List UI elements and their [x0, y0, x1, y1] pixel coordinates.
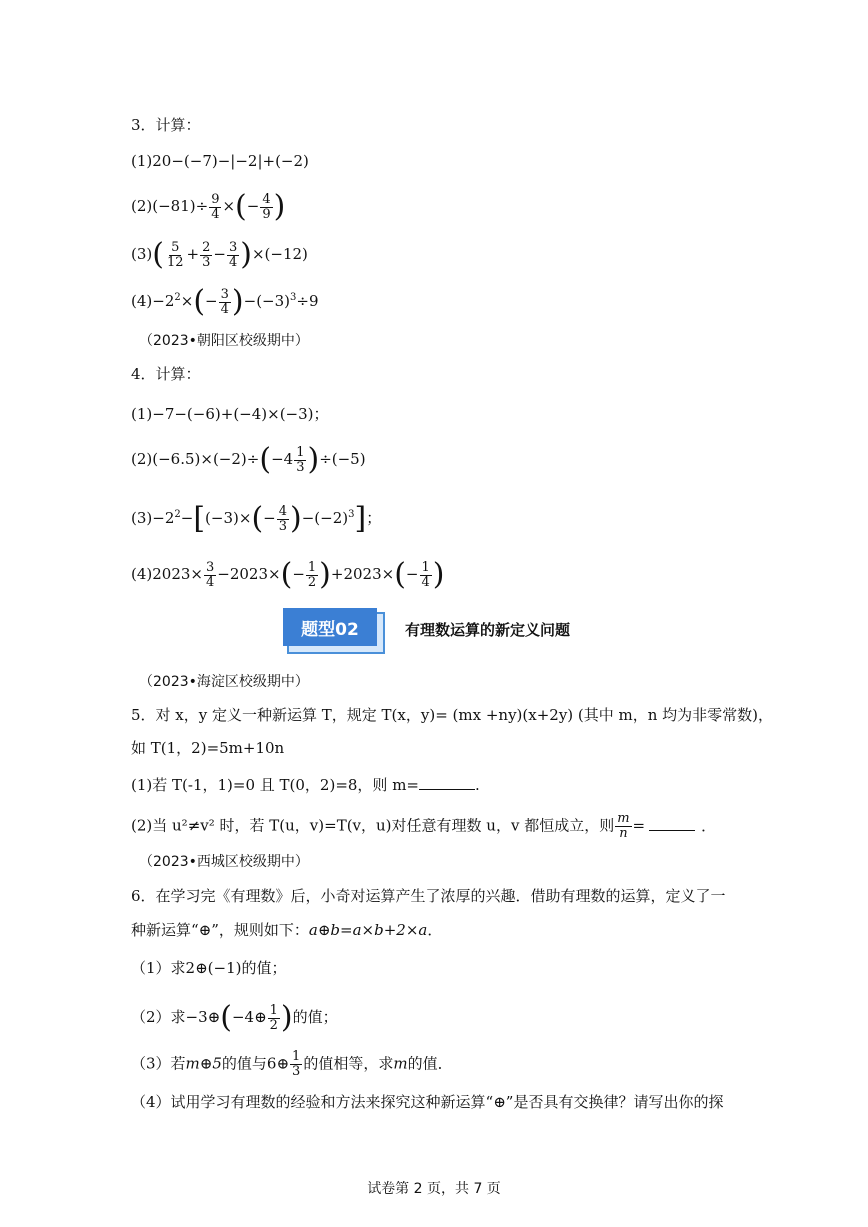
expr-seg: −(−2) — [301, 509, 349, 527]
denominator: 2 — [307, 574, 317, 590]
q3-part1 — [131, 149, 309, 173]
expr-seg: 2023× — [152, 565, 203, 583]
q5-line2: 如 T(1，2)=5m+10n — [131, 739, 285, 757]
denominator: n — [619, 826, 628, 841]
part-label: (1) — [131, 405, 153, 423]
q4-header: 4．计算： — [131, 365, 201, 383]
fraction — [260, 193, 272, 222]
source-note: （2023•西城区校级期中） — [139, 854, 309, 870]
question-text: (1)若 T(-1，1)=0 且 T(0，2)=8，则 m= — [131, 776, 419, 794]
section-title: 有理数运算的新定义问题 — [405, 621, 571, 639]
question-text: 的值与 — [221, 1054, 267, 1073]
denominator: 4 — [206, 574, 215, 590]
fraction — [420, 561, 432, 590]
expr-seg: (−6.5)×(−2)÷ — [152, 450, 260, 468]
question-text: 的值相等，求 — [303, 1054, 394, 1073]
denominator: 4 — [421, 574, 430, 590]
numerator: m — [617, 811, 630, 826]
expr-seg: − — [180, 509, 194, 527]
question-text: (2)当 u²≠v² 时，若 T(u，v)=T(v，u)对任意有理数 u，v 都恒成立，则 — [131, 816, 615, 835]
denominator: 12 — [166, 254, 184, 270]
numerator: 4 — [262, 191, 271, 207]
numerator: 3 — [220, 286, 229, 302]
q3-part2: (2)(−81)÷ $\frac{9}{4}$ ×(− $\frac{4}{9}$ ) — [131, 189, 286, 224]
expr-seg: ÷9 — [296, 292, 319, 310]
section-badge — [283, 608, 383, 652]
expression: −4⊕ — [231, 1008, 267, 1026]
expr-seg: (−81)÷ — [152, 197, 209, 215]
q6-part1 — [131, 956, 287, 980]
q6-part4: （4）试用学习有理数的经验和方法来探究这种新运算“⊕”是否具有交换律？请写出你的探 — [131, 1093, 724, 1111]
denominator: 3 — [296, 459, 305, 475]
expr-seg: ÷(−5) — [319, 450, 366, 468]
fraction — [204, 561, 216, 590]
expression: 2⊕(−1) — [185, 959, 242, 977]
denominator: 4 — [220, 301, 229, 317]
expr-seg: (−3)× — [205, 509, 252, 527]
denominator: 4 — [211, 206, 220, 222]
denominator: 4 — [228, 254, 238, 270]
fraction — [277, 505, 289, 534]
exponent: 3 — [348, 509, 355, 520]
fraction — [615, 812, 631, 841]
numerator: 9 — [211, 191, 220, 207]
numerator: 4 — [278, 503, 288, 519]
denominator: 2 — [269, 1017, 278, 1033]
question-text: （3）若 — [131, 1054, 186, 1073]
numerator: 3 — [228, 239, 238, 255]
fraction — [306, 561, 318, 590]
numerator: 1 — [269, 1002, 278, 1018]
numerator: 2 — [202, 239, 211, 255]
expr-seg: −2023× — [217, 565, 281, 583]
denominator: 3 — [292, 1064, 301, 1079]
expression: 6⊕ — [266, 1054, 290, 1073]
q5-part1 — [131, 773, 480, 797]
denominator: 3 — [202, 254, 211, 270]
expr-seg: − — [246, 197, 260, 215]
expr-seg: −2 — [152, 509, 175, 527]
expr-seg: −(−3) — [243, 292, 291, 310]
q4-part4: (4)2023× $\frac{3}{4}$ −2023×(− $\frac{1}{2}$ )+2023×(− $\frac{1}{4}$ ) — [131, 557, 445, 592]
section-badge-label: 题型02 — [283, 608, 377, 646]
numerator: 1 — [307, 559, 317, 575]
q6-part2: （2）求−3⊕(−4⊕ $\frac{1}{2}$ )的值； — [131, 1000, 338, 1035]
q3-part4: $(4)-2^2\times(-$ $\frac{3}{4}$ )$-(-3)^3\div 9$ — [131, 284, 319, 319]
part-label: (1) — [131, 152, 153, 170]
answer-blank — [649, 830, 695, 831]
expr-seg: +2023× — [330, 565, 395, 583]
expr-seg: × — [180, 292, 194, 310]
exponent: 3 — [290, 292, 297, 303]
question-text: （1）求 — [131, 959, 186, 977]
q5-part2 — [131, 812, 716, 841]
expr-seg: −4 — [271, 450, 294, 468]
punct: ． — [427, 921, 443, 939]
q6-part3 — [131, 1050, 453, 1079]
numerator: 3 — [206, 559, 215, 575]
exponent: 2 — [174, 292, 181, 303]
q6-line1: 6．在学习完《有理数》后，小奇对运算产生了浓厚的兴趣．借助有理数的运算，定义了一 — [131, 887, 726, 905]
part-label: (4) — [131, 565, 153, 583]
fraction — [209, 193, 221, 222]
expression: −3⊕ — [185, 1008, 221, 1026]
fraction — [268, 1004, 280, 1033]
question-text: 种新运算“⊕”，规则如下： — [131, 921, 309, 939]
expr-seg: ； — [366, 509, 382, 527]
fraction — [227, 241, 239, 270]
expression: m⊕5 — [185, 1054, 222, 1073]
source-note: （2023•海淀区校级期中） — [139, 674, 309, 690]
numerator: 1 — [421, 559, 430, 575]
source-note: （2023•朝阳区校级期中） — [139, 333, 309, 349]
variable: m — [393, 1054, 408, 1073]
q3-header: 3．计算： — [131, 116, 201, 134]
punct: . — [475, 776, 480, 794]
fraction — [165, 241, 186, 270]
part-label: (4) — [131, 292, 153, 310]
punct: ． — [701, 816, 717, 835]
part-label: (2) — [131, 450, 153, 468]
part-label: (3) — [131, 509, 153, 527]
expression: −7−(−6)+(−4)×(−3)； — [152, 405, 329, 423]
fraction — [294, 446, 306, 475]
denominator: 9 — [262, 206, 271, 222]
q5-line1: 5．对 x，y 定义一种新运算 T，规定 T(x，y)= (mx +ny)(x+2y) (其中 m，n 均为非零常数)， — [131, 706, 774, 724]
expr-seg: −2 — [152, 292, 175, 310]
fraction — [200, 241, 212, 270]
fraction — [290, 1050, 302, 1079]
page-footer: 试卷第 2 页，共 7 页 — [367, 1181, 501, 1197]
question-text: （2）求 — [131, 1008, 186, 1026]
q4-part2: (2)(−6.5)×(−2)÷(−4 $\frac{1}{3}$ )÷(−5) — [131, 442, 366, 477]
question-text: 的值； — [241, 959, 287, 977]
q6-line2 — [131, 918, 442, 942]
exponent: 2 — [174, 509, 181, 520]
question-text: 的值． — [407, 1054, 453, 1073]
numerator: 1 — [292, 1049, 301, 1064]
fraction — [219, 288, 231, 317]
q4-part3: $(3)-2^2-[(-3)\times(-$ $\frac{4}{3}$ )$-(-2)^3$]； — [131, 501, 382, 536]
expr-seg: ×(−12) — [251, 245, 308, 263]
expr-seg: × — [222, 197, 236, 215]
answer-blank — [419, 789, 475, 790]
part-label: (3) — [131, 245, 153, 263]
denominator: 3 — [278, 518, 288, 534]
part-label: (2) — [131, 197, 153, 215]
question-text: 的值； — [292, 1008, 338, 1026]
numerator: 1 — [296, 444, 305, 460]
rule-expression: a⊕b=a×b+2×a — [308, 921, 428, 939]
q3-part3: (3)( $\frac{5}{12}$ + $\frac{2}{3}$ − $\frac{3}{4}$ )×(−12) — [131, 237, 308, 272]
numerator: 5 — [171, 239, 180, 255]
equals: = — [632, 816, 646, 835]
q4-part1 — [131, 402, 329, 426]
expression: 20−(−7)−|−2|+(−2) — [152, 152, 309, 170]
